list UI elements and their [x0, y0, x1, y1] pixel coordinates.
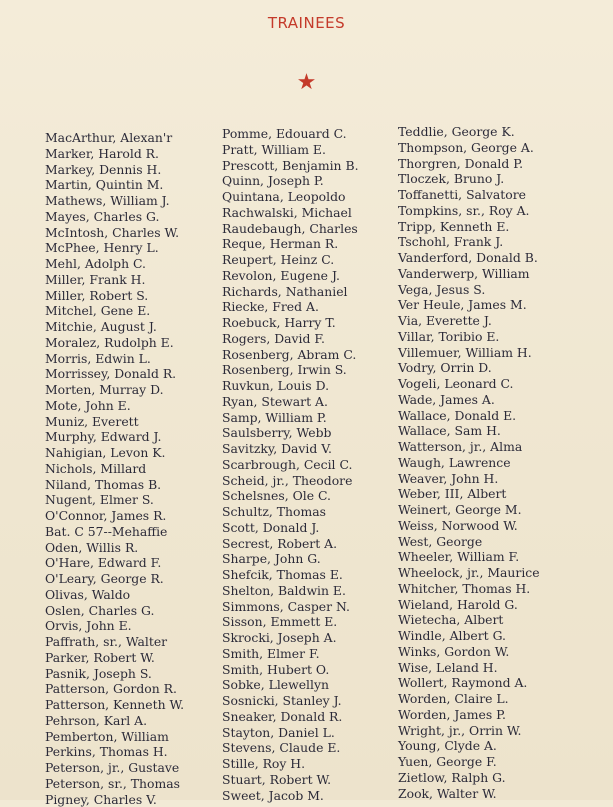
trainee-name: Oslen, Charles G.: [45, 603, 184, 619]
trainee-name: Savitzky, David V.: [222, 441, 359, 457]
trainee-name: Nugent, Elmer S.: [45, 492, 184, 508]
trainee-name: Oden, Willis R.: [45, 540, 184, 556]
trainee-name: Sosnicki, Stanley J.: [222, 693, 359, 709]
trainee-name: Morris, Edwin L.: [45, 351, 184, 367]
trainee-name: Olivas, Waldo: [45, 587, 184, 603]
trainee-column-2: [222, 126, 359, 803]
trainee-name: Wallace, Donald E.: [398, 408, 540, 424]
trainee-name: Smith, Hubert O.: [222, 662, 359, 678]
trainee-name: Sisson, Emmett E.: [222, 614, 359, 630]
trainee-name: Samp, William P.: [222, 410, 359, 426]
trainee-name: Sneaker, Donald R.: [222, 709, 359, 725]
trainee-name: Teddlie, George K.: [398, 124, 540, 140]
trainee-name: Skrocki, Joseph A.: [222, 630, 359, 646]
trainee-name: Yuen, George F.: [398, 754, 540, 770]
trainee-name: Niland, Thomas B.: [45, 477, 184, 493]
trainee-name: Reupert, Heinz C.: [222, 252, 359, 268]
trainee-name: Miller, Frank H.: [45, 272, 184, 288]
trainee-name: Patterson, Gordon R.: [45, 681, 184, 697]
trainee-name: Morrissey, Donald R.: [45, 366, 184, 382]
trainee-name: Weber, III, Albert: [398, 486, 540, 502]
trainee-name: Bat. C 57--Mehaffie: [45, 524, 184, 540]
trainee-name: Morten, Murray D.: [45, 382, 184, 398]
trainee-name: Parker, Robert W.: [45, 650, 184, 666]
trainee-name: Rosenberg, Abram C.: [222, 347, 359, 363]
trainee-name: Quinn, Joseph P.: [222, 173, 359, 189]
trainee-name: Sweet, Jacob M.: [222, 788, 359, 804]
trainee-name: Vanderford, Donald B.: [398, 250, 540, 266]
trainee-name: Wright, jr., Orrin W.: [398, 723, 540, 739]
trainee-name: O'Leary, George R.: [45, 571, 184, 587]
trainee-name: Thorgren, Donald P.: [398, 156, 540, 172]
trainee-name: Tompkins, sr., Roy A.: [398, 203, 540, 219]
trainee-name: Perkins, Thomas H.: [45, 744, 184, 760]
trainee-name: Ruvkun, Louis D.: [222, 378, 359, 394]
trainee-name: Pomme, Edouard C.: [222, 126, 359, 142]
trainee-name: Zook, Walter W.: [398, 786, 540, 802]
trainee-name: Vanderwerp, William: [398, 266, 540, 282]
trainee-name: Marker, Harold R.: [45, 146, 184, 162]
trainee-name: Patterson, Kenneth W.: [45, 697, 184, 713]
trainee-name: Shefcik, Thomas E.: [222, 567, 359, 583]
trainee-name: Worden, Claire L.: [398, 691, 540, 707]
trainee-name: O'Connor, James R.: [45, 508, 184, 524]
trainee-name: Weiss, Norwood W.: [398, 518, 540, 534]
trainee-name: Whitcher, Thomas H.: [398, 581, 540, 597]
trainee-name: Worden, James P.: [398, 707, 540, 723]
trainee-name: Rosenberg, Irwin S.: [222, 362, 359, 378]
trainee-name: Muniz, Everett: [45, 414, 184, 430]
trainee-name: Saulsberry, Webb: [222, 425, 359, 441]
trainee-name: Stevens, Claude E.: [222, 740, 359, 756]
trainee-name: Tloczek, Bruno J.: [398, 171, 540, 187]
trainee-name: Prescott, Benjamin B.: [222, 158, 359, 174]
trainee-name: Wieland, Harold G.: [398, 597, 540, 613]
trainee-name: Wise, Leland H.: [398, 660, 540, 676]
trainee-name: Stuart, Robert W.: [222, 772, 359, 788]
trainee-name: Simmons, Casper N.: [222, 599, 359, 615]
trainee-name: Mayes, Charles G.: [45, 209, 184, 225]
trainee-name: Thompson, George A.: [398, 140, 540, 156]
trainee-name: Wietecha, Albert: [398, 612, 540, 628]
trainee-name: Pehrson, Karl A.: [45, 713, 184, 729]
trainee-name: Paffrath, sr., Walter: [45, 634, 184, 650]
trainee-name: Stayton, Daniel L.: [222, 725, 359, 741]
trainee-name: Peterson, sr., Thomas: [45, 776, 184, 792]
trainee-name: Secrest, Robert A.: [222, 536, 359, 552]
trainee-name: Mathews, William J.: [45, 193, 184, 209]
trainee-name: Weinert, George M.: [398, 502, 540, 518]
trainee-name: Sobke, Llewellyn: [222, 677, 359, 693]
trainee-name: West, George: [398, 534, 540, 550]
trainee-name: Mote, John E.: [45, 398, 184, 414]
trainee-name: O'Hare, Edward F.: [45, 555, 184, 571]
trainee-name: Orvis, John E.: [45, 618, 184, 634]
trainee-name: Waugh, Lawrence: [398, 455, 540, 471]
trainee-name: Winks, Gordon W.: [398, 644, 540, 660]
trainee-column-3: [398, 124, 540, 801]
trainee-name: Martin, Quintin M.: [45, 177, 184, 193]
trainee-name: Smith, Elmer F.: [222, 646, 359, 662]
trainee-name: Schelsnes, Ole C.: [222, 488, 359, 504]
trainee-name: Wheelock, jr., Maurice: [398, 565, 540, 581]
trainee-name: Scheid, jr., Theodore: [222, 473, 359, 489]
trainee-name: Wallace, Sam H.: [398, 423, 540, 439]
trainee-name: Mehl, Adolph C.: [45, 256, 184, 272]
trainee-name: Rogers, David F.: [222, 331, 359, 347]
trainee-name: Wheeler, William F.: [398, 549, 540, 565]
trainee-name: Vogeli, Leonard C.: [398, 376, 540, 392]
trainee-name: Via, Everette J.: [398, 313, 540, 329]
trainee-name: Peterson, jr., Gustave: [45, 760, 184, 776]
trainee-name: Miller, Robert S.: [45, 288, 184, 304]
trainee-name: Pasnik, Joseph S.: [45, 666, 184, 682]
trainee-name: Sharpe, John G.: [222, 551, 359, 567]
trainee-name: Young, Clyde A.: [398, 738, 540, 754]
trainee-name: Stille, Roy H.: [222, 756, 359, 772]
trainee-name: Ryan, Stewart A.: [222, 394, 359, 410]
trainee-name: Zietlow, Ralph G.: [398, 770, 540, 786]
trainee-name: Mitchel, Gene E.: [45, 303, 184, 319]
trainee-name: Weaver, John H.: [398, 471, 540, 487]
trainee-name: Revolon, Eugene J.: [222, 268, 359, 284]
star-icon: ★: [0, 72, 613, 94]
trainee-name: Windle, Albert G.: [398, 628, 540, 644]
trainee-name: McPhee, Henry L.: [45, 240, 184, 256]
trainee-name: Schultz, Thomas: [222, 504, 359, 520]
trainee-name: Villar, Toribio E.: [398, 329, 540, 345]
trainee-name: Murphy, Edward J.: [45, 429, 184, 445]
trainee-name: Watterson, jr., Alma: [398, 439, 540, 455]
page-title: TRAINEES: [0, 14, 613, 32]
trainee-name: Wade, James A.: [398, 392, 540, 408]
trainee-name: Nahigian, Levon K.: [45, 445, 184, 461]
trainee-name: Shelton, Baldwin E.: [222, 583, 359, 599]
trainee-name: Pemberton, William: [45, 729, 184, 745]
trainee-name: McIntosh, Charles W.: [45, 225, 184, 241]
trainee-name: Scarbrough, Cecil C.: [222, 457, 359, 473]
trainee-name: Villemuer, William H.: [398, 345, 540, 361]
trainee-name: Riecke, Fred A.: [222, 299, 359, 315]
trainee-name: Ver Heule, James M.: [398, 297, 540, 313]
trainee-name: Vodry, Orrin D.: [398, 360, 540, 376]
trainee-name: Rachwalski, Michael: [222, 205, 359, 221]
trainee-name: Reque, Herman R.: [222, 236, 359, 252]
trainee-name: Roebuck, Harry T.: [222, 315, 359, 331]
trainee-name: Moralez, Rudolph E.: [45, 335, 184, 351]
trainee-name: Richards, Nathaniel: [222, 284, 359, 300]
trainee-name: Toffanetti, Salvatore: [398, 187, 540, 203]
trainee-name: Pigney, Charles V.: [45, 792, 184, 807]
trainee-name: Tripp, Kenneth E.: [398, 219, 540, 235]
trainee-name: Raudebaugh, Charles: [222, 221, 359, 237]
trainee-name: Wollert, Raymond A.: [398, 675, 540, 691]
trainee-name: Scott, Donald J.: [222, 520, 359, 536]
trainee-name: Quintana, Leopoldo: [222, 189, 359, 205]
trainee-name: Mitchie, August J.: [45, 319, 184, 335]
trainee-name: Vega, Jesus S.: [398, 282, 540, 298]
trainee-name: Pratt, William E.: [222, 142, 359, 158]
trainee-name: Nichols, Millard: [45, 461, 184, 477]
trainee-name: Tschohl, Frank J.: [398, 234, 540, 250]
trainee-name: MacArthur, Alexan'r: [45, 130, 184, 146]
trainee-column-1: [45, 130, 184, 807]
trainee-name: Markey, Dennis H.: [45, 162, 184, 178]
